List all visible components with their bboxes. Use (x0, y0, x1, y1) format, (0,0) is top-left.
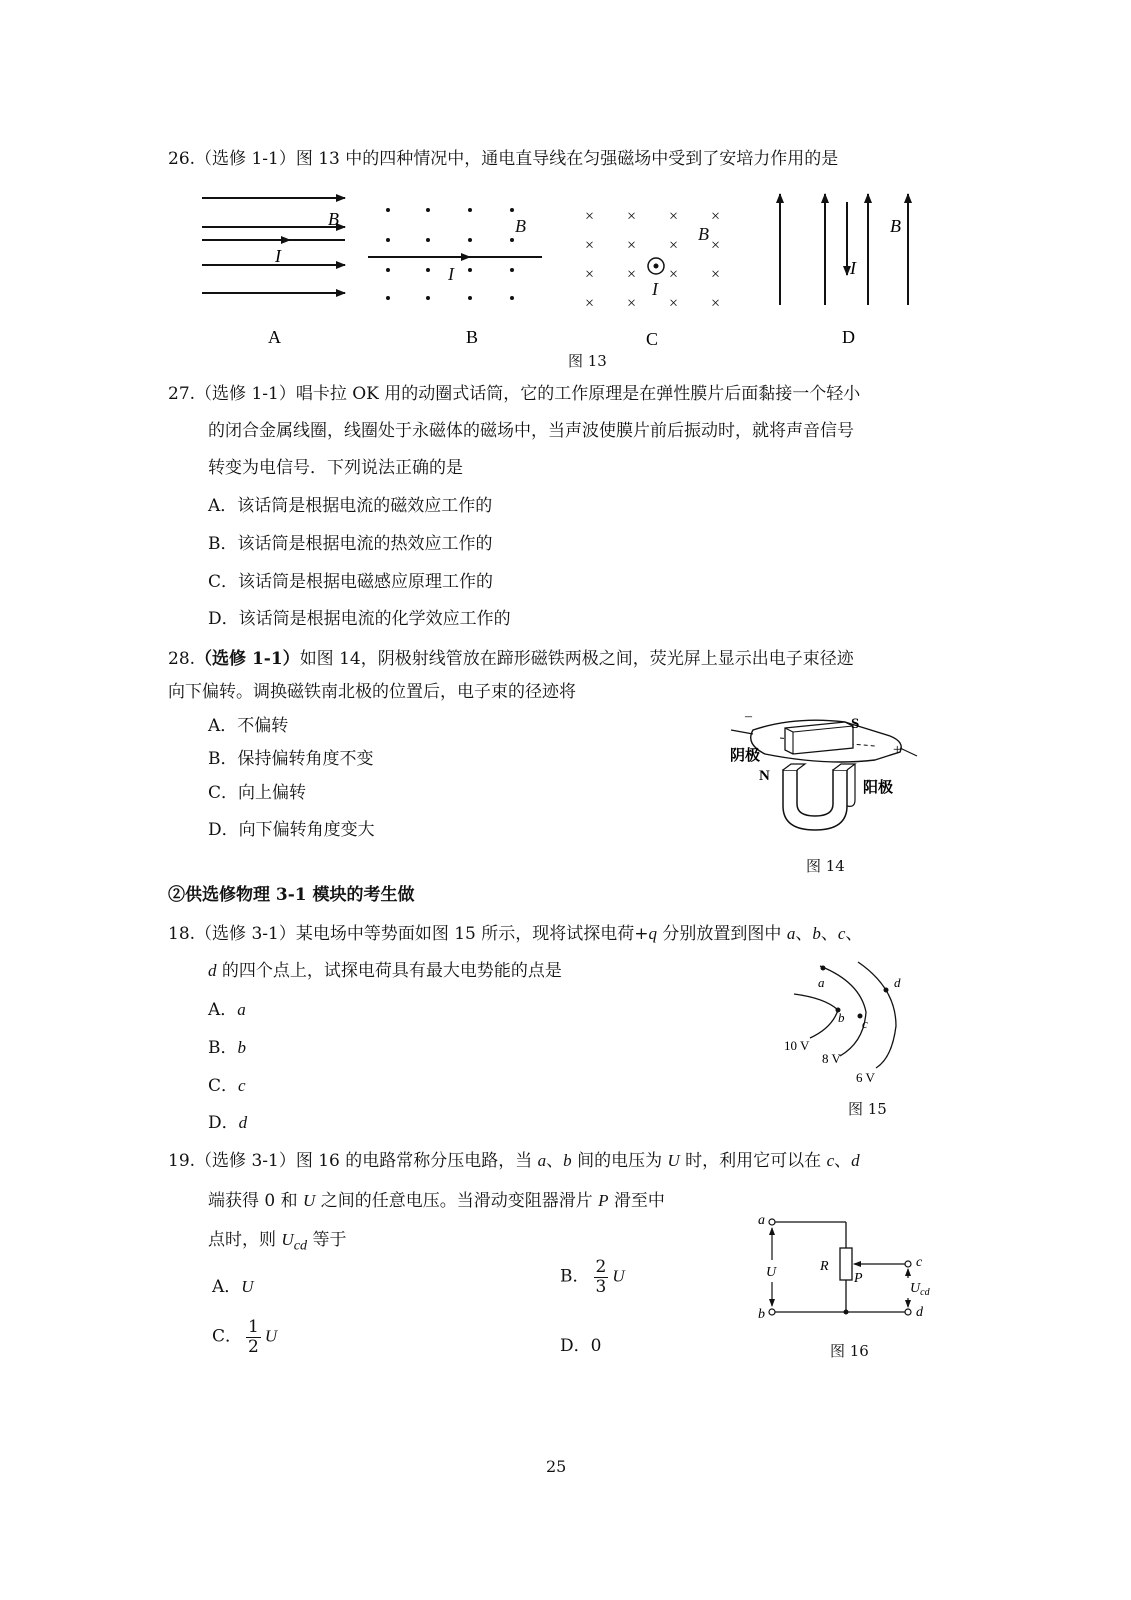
svg-text:×: × (627, 208, 637, 225)
q27-option-a: A．该话筒是根据电流的磁效应工作的 (208, 496, 493, 516)
svg-text:×: × (585, 266, 595, 283)
q19-option-b: B． $\frac{2}{3}$ U (560, 1257, 625, 1297)
fig14-cathode: 阴极 (730, 748, 761, 764)
fig16-label-r: R (820, 1259, 829, 1274)
svg-text:×: × (585, 208, 595, 225)
q26-stem (168, 144, 838, 169)
q27-option-d: D．该话筒是根据电流的化学效应工作的 (208, 609, 511, 629)
fig16-label-p: P (854, 1271, 863, 1286)
svg-text:×: × (669, 295, 679, 312)
fig14-anode: 阳极 (863, 780, 894, 796)
q19-line-3: 点时，则 $U_{cd}$ 等于 (208, 1230, 347, 1254)
fig16-terminal-b: b (758, 1307, 765, 1322)
q19-line-2: 端获得 0 和 U 之间的任意电压。当滑动变阻器滑片 P 滑至中 (208, 1191, 665, 1211)
fig15-point-b: b (838, 1010, 845, 1025)
svg-text:×: × (669, 266, 679, 283)
q19-line-1: 19.（选修 3-1）图 16 的电路常称分压电路，当 a、b 间的电压为 U 时，利用它可以在 c、d (168, 1151, 860, 1171)
fig15-label-6v: 6 V (856, 1070, 875, 1085)
fig14-pole-s: S (851, 716, 860, 732)
q19-option-c: C． $\frac{1}{2}$ U (212, 1317, 278, 1357)
fig15-point-c: c (862, 1016, 868, 1031)
q18-option-c: C．c (208, 1076, 246, 1096)
figure-13 (180, 180, 940, 380)
q27-line-1: 27.（选修 1-1）唱卡拉 OK 用的动圈式话筒，它的工作原理是在弹性膜片后面黏接一个轻小 (168, 384, 861, 404)
fig16-label-ucd: $U_{cd}$ (910, 1281, 930, 1298)
svg-text:×: × (711, 295, 721, 312)
q19-number: 19. (168, 1151, 196, 1171)
figure-16-caption: 图 16 (830, 1342, 869, 1360)
q28-option-a: A．不偏转 (208, 716, 289, 736)
svg-text:×: × (627, 295, 637, 312)
q28-option-c: C．向上偏转 (208, 783, 307, 803)
fig13-b-current-label: I (448, 264, 454, 284)
fig14-minus: – (745, 709, 752, 724)
q19-option-d: D．0 (560, 1336, 602, 1356)
fig13-label-d: D (842, 327, 855, 347)
q27-number: 27. (168, 384, 196, 404)
svg-text:×: × (627, 266, 637, 283)
q19-fraction-one-half: $\frac{1}{2}$ (248, 1317, 259, 1357)
q18-option-a: A．a (208, 1000, 246, 1020)
q28-tag: （选修 1-1） (195, 649, 300, 669)
svg-text:×: × (711, 266, 721, 283)
fig16-terminal-d: d (916, 1305, 923, 1320)
fig13-panel-c (585, 208, 720, 312)
fig13-a-field-label: B (328, 209, 339, 229)
q26-text: 图 13 中的四种情况中，通电直导线在匀强磁场中受到了安培力作用的是 (295, 149, 839, 169)
q18-line-1: 18.（选修 3-1）某电场中等势面如图 15 所示，现将试探电荷+q 分别放置到图中 a、b、c、 (168, 924, 863, 944)
q27-tag: （选修 1-1） (195, 384, 296, 404)
q28-option-d: D．向下偏转角度变大 (208, 820, 375, 840)
svg-text:×: × (711, 237, 721, 254)
fig14-pole-n: N (759, 768, 770, 784)
fig15-point-a: a (818, 975, 825, 990)
fig13-d-current-label: I (850, 258, 856, 278)
fig16-terminal-c: c (916, 1255, 923, 1270)
figure-15-caption: 图 15 (848, 1100, 887, 1118)
figure-14-caption: 图 14 (806, 857, 845, 875)
q27-option-b: B．该话筒是根据电流的热效应工作的 (208, 534, 493, 554)
figure-13-caption: 图 13 (568, 352, 607, 370)
q26-tag: （选修 1-1） (195, 149, 296, 169)
fig14-plus: + (893, 742, 902, 758)
fig15-point-d: d (894, 975, 901, 990)
fig13-panel-b (368, 208, 542, 300)
fig13-c-current-label: I (652, 279, 658, 299)
q18-option-b: B．b (208, 1038, 246, 1058)
svg-text:×: × (711, 208, 721, 225)
figure-16-divider-circuit (750, 1208, 950, 1328)
svg-text:×: × (627, 237, 637, 254)
fig13-d-field-label: B (890, 216, 901, 236)
q19-tag: （选修 3-1） (195, 1151, 296, 1171)
q19-fraction-two-thirds: $\frac{2}{3}$ (595, 1257, 607, 1297)
q18-tag: （选修 3-1） (195, 924, 296, 944)
figure-14-cathode-ray-tube (725, 708, 925, 838)
fig13-a-current-label: I (275, 246, 281, 266)
q26-number: 26. (168, 149, 196, 169)
figure-15-equipotential (780, 960, 940, 1090)
svg-text:×: × (585, 237, 595, 254)
fig13-panel-d (780, 194, 908, 305)
fig16-label-u: U (766, 1265, 777, 1280)
svg-text:×: × (669, 237, 679, 254)
fig13-label-b: B (466, 327, 479, 347)
q28-line-1: 28.（选修 1-1）如图 14，阴极射线管放在蹄形磁铁两极之间，荧光屏上显示出电子束径迹 (168, 649, 854, 669)
fig15-label-8v: 8 V (822, 1051, 841, 1066)
q18-option-d: D．d (208, 1113, 248, 1133)
q28-option-b: B．保持偏转角度不变 (208, 749, 374, 769)
q18-line-2: d 的四个点上，试探电荷具有最大电势能的点是 (208, 961, 562, 981)
q27-line-3: 转变为电信号．下列说法正确的是 (208, 458, 463, 478)
q27-line-2: 的闭合金属线圈，线圈处于永磁体的磁场中，当声波使膜片前后振动时，就将声音信号 (208, 421, 854, 441)
svg-text:×: × (669, 208, 679, 225)
fig13-b-field-label: B (515, 216, 526, 236)
q28-line-2: 向下偏转。调换磁铁南北极的位置后，电子束的径迹将 (168, 682, 576, 702)
page-number: 25 (546, 1457, 567, 1476)
svg-text:×: × (585, 295, 595, 312)
q27-option-c: C．该话筒是根据电磁感应原理工作的 (208, 572, 494, 592)
fig13-c-field-label: B (698, 224, 709, 244)
q19-option-a: A．U (212, 1277, 254, 1297)
fig13-panel-a (202, 198, 345, 293)
fig13-label-c: C (646, 329, 659, 349)
fig13-label-a: A (268, 327, 281, 347)
q28-number: 28. (168, 649, 196, 669)
fig16-terminal-a: a (758, 1213, 765, 1228)
section-heading: ②供选修物理 3-1 模块的考生做 (168, 885, 415, 905)
fig15-label-10v: 10 V (784, 1038, 810, 1053)
q18-number: 18. (168, 924, 196, 944)
